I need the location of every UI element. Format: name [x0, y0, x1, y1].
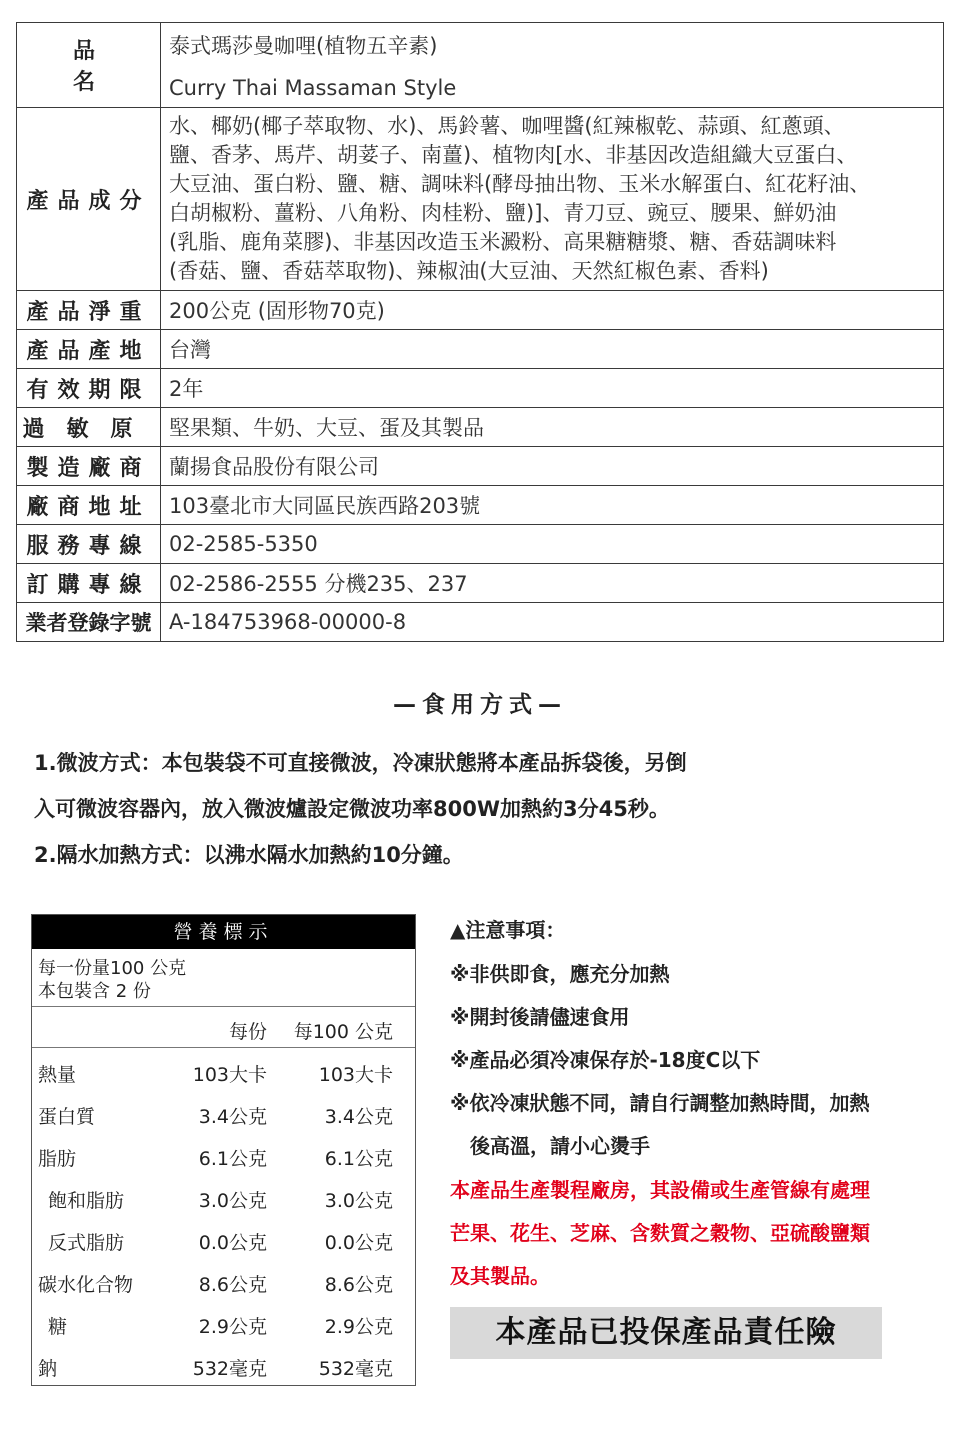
nutrition-facts-panel: [31, 914, 416, 1386]
spec-value: 蘭揚食品股份有限公司: [161, 447, 944, 486]
col-per-100g: 每100 公克: [293, 1021, 393, 1043]
spec-value: 台灣: [161, 330, 944, 369]
spec-label-name: 品 名: [17, 23, 161, 108]
nutrition-row: [32, 1052, 415, 1094]
nutrient-per-serving: 3.0公克: [198, 1190, 267, 1212]
nutrition-row: [32, 1346, 415, 1388]
insurance-banner: 本產品已投保產品責任險: [450, 1307, 882, 1359]
nutrient-per-100g: 2.9公克: [324, 1316, 393, 1338]
usage-instructions: [34, 740, 934, 878]
spec-label: 有效期限: [17, 369, 161, 408]
note-item: ※產品必須冷凍保存於-18度C以下: [450, 1048, 761, 1072]
spec-row-name: [17, 23, 944, 108]
product-name-en: Curry Thai Massaman Style: [169, 76, 457, 100]
ingredients-line: 大豆油、蛋白粉、鹽、糖、調味料(酵母抽出物、玉米水解蛋白、紅花籽油、: [169, 172, 871, 196]
nutrient-name: 熱量: [38, 1064, 77, 1086]
notes-title: ▲注意事項：: [450, 918, 566, 942]
product-spec-table: [16, 22, 944, 642]
spec-label-ingredients: 產品成分: [17, 108, 161, 291]
spec-label: 廠商地址: [17, 486, 161, 525]
spec-value: 02-2585-5350: [161, 525, 944, 564]
serving-size: 每一份量100 公克: [38, 958, 187, 979]
spec-value: A-184753968-00000-8: [161, 603, 944, 642]
nutrient-name: 脂肪: [38, 1148, 77, 1170]
serving-info: [32, 949, 415, 1007]
spec-row-net-weight: [17, 291, 944, 330]
col-per-serving: 每份: [228, 1021, 267, 1043]
ingredients-line: (香菇、鹽、香菇萃取物)、辣椒油(大豆油、天然紅椒色素、香料): [169, 259, 769, 283]
spec-row-address: [17, 486, 944, 525]
nutrient-per-100g: 6.1公克: [324, 1148, 393, 1170]
usage-line: 2.隔水加熱方式：以沸水隔水加熱約10分鐘。: [34, 843, 464, 867]
nutrient-name: 鈉: [38, 1358, 58, 1380]
nutrient-per-100g: 103大卡: [318, 1064, 393, 1086]
spec-row-origin: [17, 330, 944, 369]
spec-value: 2年: [161, 369, 944, 408]
spec-value-name: [161, 23, 944, 108]
usage-line: 入可微波容器內，放入微波爐設定微波功率800W加熱約3分45秒。: [34, 797, 670, 821]
servings-per-package: 本包裝含 2 份: [38, 981, 151, 1002]
nutrient-name: 蛋白質: [38, 1106, 96, 1128]
spec-value: 02-2586-2555 分機235、237: [161, 564, 944, 603]
note-item: ※開封後請儘速食用: [450, 1005, 630, 1029]
nutrient-per-100g: 3.4公克: [324, 1106, 393, 1128]
nutrient-per-serving: 8.6公克: [198, 1274, 267, 1296]
usage-line: 1.微波方式：本包裝袋不可直接微波，冷凍狀態將本產品拆袋後，另倒: [34, 751, 687, 775]
ingredients-line: (乳脂、鹿角菜膠)、非基因改造玉米澱粉、高果糖糖漿、糖、香菇調味料: [169, 230, 837, 254]
spec-row-manufacturer: [17, 447, 944, 486]
nutrition-row: [32, 1136, 415, 1178]
nutrition-row: [32, 1220, 415, 1262]
spec-label: 服務專線: [17, 525, 161, 564]
allergen-warning-line: 芒果、花生、芝麻、含麩質之穀物、亞硫酸鹽類: [450, 1221, 870, 1245]
note-item: ※非供即食，應充分加熱: [450, 962, 670, 986]
spec-label: 訂購專線: [17, 564, 161, 603]
nutrient-per-serving: 532毫克: [192, 1358, 267, 1380]
spec-label: 業者登錄字號: [17, 603, 161, 642]
nutrition-row: [32, 1304, 415, 1346]
nutrient-per-serving: 6.1公克: [198, 1148, 267, 1170]
nutrition-row: [32, 1178, 415, 1220]
nutrient-per-100g: 0.0公克: [324, 1232, 393, 1254]
spec-row-ingredients: [17, 108, 944, 291]
spec-value: 103臺北市大同區民族西路203號: [161, 486, 944, 525]
nutrient-name: 糖: [48, 1316, 68, 1338]
spec-value: 200公克 (固形物70克): [161, 291, 944, 330]
nutrient-per-100g: 532毫克: [318, 1358, 393, 1380]
spec-row-service-line: [17, 525, 944, 564]
allergen-warning-line: 本產品生產製程廠房，其設備或生產管線有處理: [450, 1178, 870, 1202]
spec-label: 產品淨重: [17, 291, 161, 330]
note-item: 後高溫，請小心燙手: [470, 1134, 650, 1158]
nutrient-name: 反式脂肪: [48, 1232, 125, 1254]
nutrient-per-serving: 2.9公克: [198, 1316, 267, 1338]
nutrition-title: 營養標示: [32, 915, 415, 949]
nutrient-per-serving: 3.4公克: [198, 1106, 267, 1128]
spec-label: 製造廠商: [17, 447, 161, 486]
note-item: ※依冷凍狀態不同，請自行調整加熱時間，加熱: [450, 1091, 870, 1115]
spec-label: 產品產地: [17, 330, 161, 369]
nutrient-per-serving: 0.0公克: [198, 1232, 267, 1254]
ingredients-line: 水、椰奶(椰子萃取物、水)、馬鈴薯、咖哩醬(紅辣椒乾、蒜頭、紅蔥頭、: [169, 114, 845, 138]
spec-row-shelf-life: [17, 369, 944, 408]
spec-label: 過敏原: [17, 408, 161, 447]
ingredients-line: 白胡椒粉、薑粉、八角粉、肉桂粉、鹽)]、青刀豆、豌豆、腰果、鮮奶油: [169, 201, 837, 225]
nutrient-name: 碳水化合物: [38, 1274, 134, 1296]
nutrition-column-headers: [32, 1007, 415, 1048]
nutrition-row: [32, 1262, 415, 1304]
nutrient-per-100g: 8.6公克: [324, 1274, 393, 1296]
spec-row-registration-number: [17, 603, 944, 642]
ingredients-line: 鹽、香茅、馬芹、胡荽子、南薑)、植物肉[水、非基因改造組織大豆蛋白、: [169, 143, 858, 167]
nutrient-per-serving: 103大卡: [192, 1064, 267, 1086]
spec-value: 堅果類、牛奶、大豆、蛋及其製品: [161, 408, 944, 447]
allergen-warning-line: 及其製品。: [450, 1264, 550, 1288]
spec-row-allergens: [17, 408, 944, 447]
spec-value-ingredients: [161, 108, 944, 291]
nutrition-row: [32, 1094, 415, 1136]
usage-title: —食用方式—: [393, 692, 567, 718]
product-name-zh: 泰式瑪莎曼咖哩(植物五辛素): [169, 34, 438, 58]
spec-row-order-line: [17, 564, 944, 603]
nutrient-name: 飽和脂肪: [48, 1190, 125, 1212]
nutrient-per-100g: 3.0公克: [324, 1190, 393, 1212]
